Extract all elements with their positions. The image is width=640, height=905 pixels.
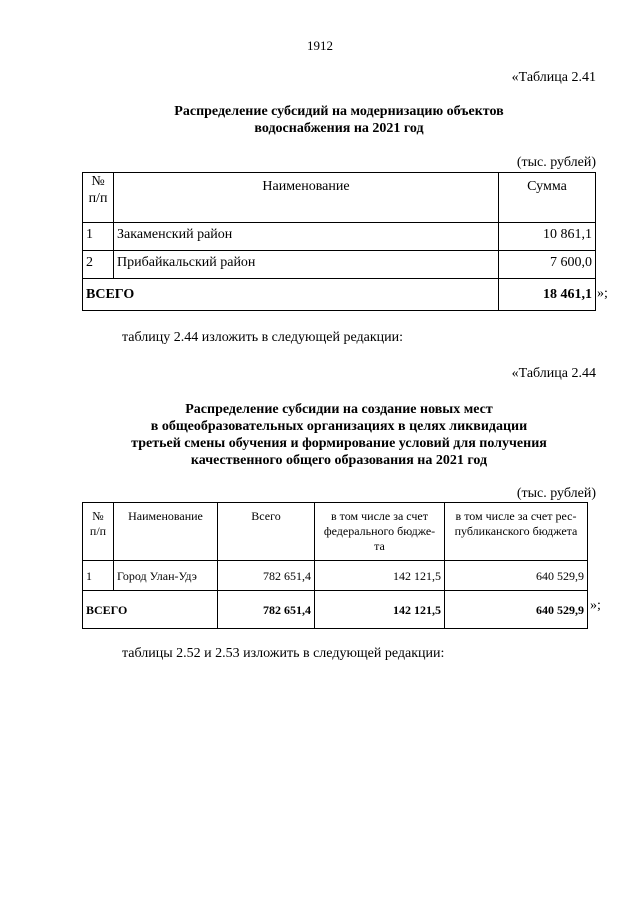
table-row — [83, 251, 596, 279]
cell-num: 2 — [83, 251, 114, 279]
header-num: № п/п — [83, 503, 114, 561]
table-reference-2-41: «Таблица 2.41 — [511, 70, 596, 85]
total-label: ВСЕГО — [83, 591, 218, 629]
page-number: 1912 — [307, 38, 333, 53]
title-line: Распределение субсидии на создание новых мест — [185, 402, 493, 417]
table-header-row — [83, 173, 596, 223]
cell-republic: 640 529,9 — [445, 561, 588, 591]
table-header-row — [83, 503, 588, 561]
total-sum: 18 461,1 — [499, 279, 596, 311]
header-name: Наименование — [114, 503, 218, 561]
header-sum: Сумма — [499, 173, 596, 223]
title-line: Распределение субсидий на модернизацию объектов — [174, 104, 504, 119]
cell-num: 1 — [83, 223, 114, 251]
cell-name: Прибайкальский район — [114, 251, 499, 279]
closing-quote: »; — [590, 598, 601, 613]
table-title-2-41 — [82, 103, 596, 137]
subsidy-table-2-41 — [82, 172, 596, 311]
instruction-paragraph: таблицы 2.52 и 2.53 изложить в следующей редакции: — [122, 646, 445, 661]
header-name: Наименование — [114, 173, 499, 223]
table-title-2-44 — [82, 401, 596, 469]
table-row — [83, 561, 588, 591]
closing-quote: »; — [597, 286, 608, 301]
header-federal: в том числе за счет федерального бюдже- та — [315, 503, 445, 561]
table-total-row — [83, 279, 596, 311]
title-line: в общеобразовательных организациях в целях ликвидации — [150, 419, 528, 434]
total-federal: 142 121,5 — [315, 591, 445, 629]
header-republic: в том числе за счет рес- публиканского бюджета — [445, 503, 588, 561]
cell-sum: 10 861,1 — [499, 223, 596, 251]
cell-federal: 142 121,5 — [315, 561, 445, 591]
title-line: качественного общего образования на 2021 год — [190, 453, 488, 468]
cell-total: 782 651,4 — [218, 561, 315, 591]
instruction-paragraph: таблицу 2.44 изложить в следующей редакции: — [122, 330, 404, 345]
subsidy-table-2-44 — [82, 502, 588, 629]
cell-name: Закаменский район — [114, 223, 499, 251]
header-num: № п/п — [83, 173, 114, 223]
table-total-row — [83, 591, 588, 629]
title-line: водоснабжения на 2021 год — [254, 121, 424, 136]
cell-name: Город Улан-Удэ — [114, 561, 218, 591]
header-total: Всего — [218, 503, 315, 561]
table-reference-2-44: «Таблица 2.44 — [511, 366, 596, 381]
total-label: ВСЕГО — [83, 279, 499, 311]
cell-num: 1 — [83, 561, 114, 591]
table-row — [83, 223, 596, 251]
units-label: (тыс. рублей) — [516, 155, 596, 170]
title-line: третьей смены обучения и формирование условий для получения — [131, 436, 547, 451]
total-republic: 640 529,9 — [445, 591, 588, 629]
total-all: 782 651,4 — [218, 591, 315, 629]
cell-sum: 7 600,0 — [499, 251, 596, 279]
units-label: (тыс. рублей) — [516, 486, 596, 501]
